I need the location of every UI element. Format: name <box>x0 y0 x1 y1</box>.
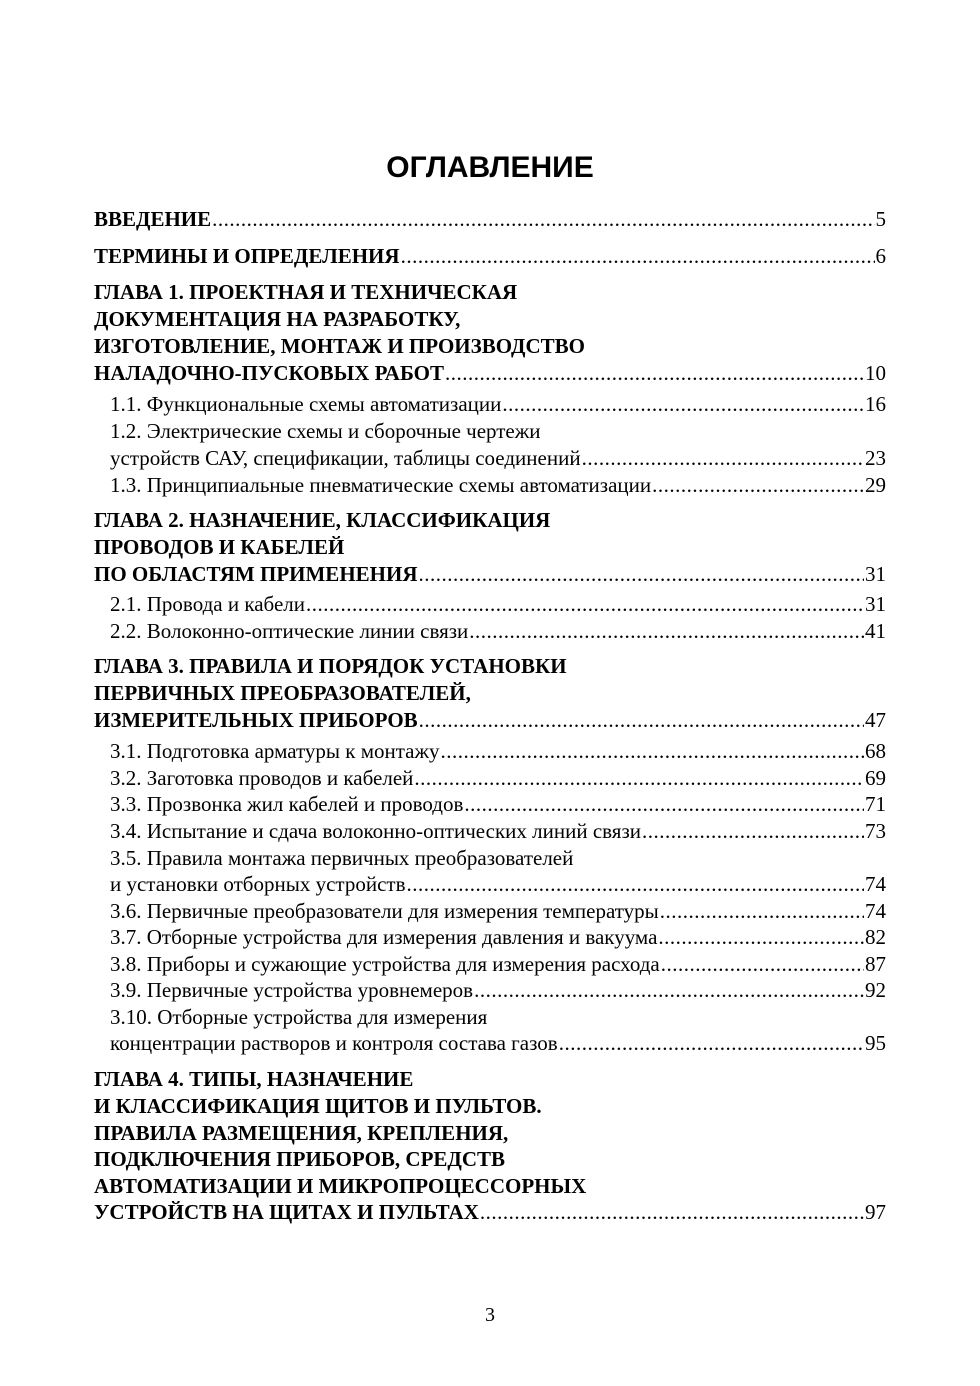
toc-page-number: 82 <box>865 925 886 949</box>
toc-page-number: 41 <box>865 619 886 643</box>
toc-entry-3-9[interactable] <box>110 977 886 1004</box>
page-title: ОГЛАВЛЕНИЕ <box>386 151 594 184</box>
toc-entry-intro[interactable] <box>94 206 886 233</box>
toc-chapter-3-line-2[interactable]: ПЕРВИЧНЫХ ПРЕОБРАЗОВАТЕЛЕЙ, <box>94 681 471 705</box>
toc-page-number: 74 <box>865 899 886 923</box>
toc-entry-3-5[interactable] <box>110 871 886 898</box>
toc-leader-dots <box>559 1030 864 1057</box>
toc-entry-title: 3.6. Первичные преобразователи для измерения температуры <box>110 899 659 923</box>
toc-chapter-2-line-2[interactable]: ПРОВОДОВ И КАБЕЛЕЙ <box>94 535 345 559</box>
toc-leader-dots <box>474 977 864 1004</box>
toc-entry-title: и установки отборных устройств <box>110 872 406 896</box>
toc-chapter-1-line-2[interactable]: ДОКУМЕНТАЦИЯ НА РАЗРАБОТКУ, <box>94 307 461 331</box>
toc-entry-3-6[interactable] <box>110 898 886 925</box>
toc-page-number: 29 <box>865 473 886 497</box>
toc-page-number: 69 <box>865 766 886 790</box>
toc-entry-1-2-line-1[interactable]: 1.2. Электрические схемы и сборочные чертежи <box>110 419 541 443</box>
toc-page-number: 31 <box>865 562 886 586</box>
toc-page-number: 6 <box>875 244 886 268</box>
toc-entry-1-2[interactable] <box>110 445 886 472</box>
toc-entry-3-10-line-1[interactable]: 3.10. Отборные устройства для измерения <box>110 1005 488 1029</box>
toc-chapter-4-line-2[interactable]: И КЛАССИФИКАЦИЯ ЩИТОВ И ПУЛЬТОВ. <box>94 1094 542 1118</box>
toc-chapter-1-line-3[interactable]: ИЗГОТОВЛЕНИЕ, МОНТАЖ И ПРОИЗВОДСТВО <box>94 334 585 358</box>
toc-leader-dots <box>306 591 864 618</box>
toc-page-number: 47 <box>865 708 886 732</box>
toc-entry-chapter-2[interactable] <box>94 561 886 588</box>
toc-leader-dots <box>658 924 864 951</box>
toc-entry-title: 3.8. Приборы и сужающие устройства для измерения расхода <box>110 952 660 976</box>
toc-entry-title: 1.1. Функциональные схемы автоматизации <box>110 392 502 416</box>
toc-leader-dots <box>445 360 864 387</box>
toc-chapter-2-line-1[interactable]: ГЛАВА 2. НАЗНАЧЕНИЕ, КЛАССИФИКАЦИЯ <box>94 508 551 532</box>
toc-entry-chapter-3[interactable] <box>94 707 886 734</box>
toc-entry-3-4[interactable] <box>110 818 886 845</box>
toc-leader-dots <box>414 765 864 792</box>
toc-page-number: 16 <box>865 392 886 416</box>
toc-page-number: 87 <box>865 952 886 976</box>
toc-chapter-1-line-1[interactable]: ГЛАВА 1. ПРОЕКТНАЯ И ТЕХНИЧЕСКАЯ <box>94 280 518 304</box>
toc-entry-title: ВВЕДЕНИЕ <box>94 207 212 231</box>
page-number: 3 <box>485 1304 495 1326</box>
toc-page-number: 74 <box>865 872 886 896</box>
toc-page-number: 95 <box>865 1031 886 1055</box>
toc-entry-title: ПО ОБЛАСТЯМ ПРИМЕНЕНИЯ <box>94 562 418 586</box>
toc-entry-3-1[interactable] <box>110 738 886 765</box>
toc-chapter-4-line-4[interactable]: ПОДКЛЮЧЕНИЯ ПРИБОРОВ, СРЕДСТВ <box>94 1147 506 1171</box>
toc-entry-2-2[interactable] <box>110 618 886 645</box>
toc-page-number: 92 <box>865 978 886 1002</box>
toc-page-number: 68 <box>865 739 886 763</box>
toc-entry-title: 3.1. Подготовка арматуры к монтажу <box>110 739 440 763</box>
toc-page-number: 73 <box>865 819 886 843</box>
toc-chapter-4-line-3[interactable]: ПРАВИЛА РАЗМЕЩЕНИЯ, КРЕПЛЕНИЯ, <box>94 1121 509 1145</box>
toc-chapter-4-line-1[interactable]: ГЛАВА 4. ТИПЫ, НАЗНАЧЕНИЕ <box>94 1067 414 1091</box>
toc-entry-title: 3.2. Заготовка проводов и кабелей <box>110 766 414 790</box>
toc-entry-1-1[interactable] <box>110 391 886 418</box>
toc-entry-title: 2.2. Волоконно-оптические линии связи <box>110 619 469 643</box>
toc-entry-title: ТЕРМИНЫ И ОПРЕДЕЛЕНИЯ <box>94 244 400 268</box>
toc-leader-dots <box>464 791 864 818</box>
toc-entry-3-5-line-1[interactable]: 3.5. Правила монтажа первичных преобразователей <box>110 846 574 870</box>
toc-page-number: 97 <box>865 1200 886 1224</box>
toc-entry-3-8[interactable] <box>110 951 886 978</box>
toc-entry-title: 1.3. Принципиальные пневматические схемы автоматизации <box>110 473 652 497</box>
toc-entry-title: 2.1. Провода и кабели <box>110 592 305 616</box>
toc-leader-dots <box>401 243 875 270</box>
toc-page-number: 71 <box>865 792 886 816</box>
toc-entry-3-10[interactable] <box>110 1030 886 1057</box>
toc-chapter-3-line-1[interactable]: ГЛАВА 3. ПРАВИЛА И ПОРЯДОК УСТАНОВКИ <box>94 654 567 678</box>
toc-leader-dots <box>441 738 864 765</box>
toc-leader-dots <box>407 871 865 898</box>
toc-entry-title: ИЗМЕРИТЕЛЬНЫХ ПРИБОРОВ <box>94 708 418 732</box>
toc-leader-dots <box>212 206 874 233</box>
toc-page-number: 5 <box>875 207 886 231</box>
toc-entry-2-1[interactable] <box>110 591 886 618</box>
toc-page-number: 31 <box>865 592 886 616</box>
toc-leader-dots <box>419 561 865 588</box>
toc-page-number: 23 <box>865 446 886 470</box>
toc-entry-3-7[interactable] <box>110 924 886 951</box>
toc-entry-title: 3.7. Отборные устройства для измерения давления и вакуума <box>110 925 658 949</box>
toc-entry-title: НАЛАДОЧНО-ПУСКОВЫХ РАБОТ <box>94 361 445 385</box>
toc-leader-dots <box>661 951 864 978</box>
toc-chapter-4-line-5[interactable]: АВТОМАТИЗАЦИИ И МИКРОПРОЦЕССОРНЫХ <box>94 1174 587 1198</box>
toc-entry-title: УСТРОЙСТВ НА ЩИТАХ И ПУЛЬТАХ <box>94 1200 479 1224</box>
toc-leader-dots <box>480 1199 864 1226</box>
toc-leader-dots <box>642 818 864 845</box>
toc-entry-title: 3.3. Прозвонка жил кабелей и проводов <box>110 792 464 816</box>
toc-leader-dots <box>582 445 864 472</box>
toc-entry-chapter-1[interactable] <box>94 360 886 387</box>
toc-entry-3-3[interactable] <box>110 791 886 818</box>
toc-leader-dots <box>469 618 864 645</box>
toc-entry-chapter-4[interactable] <box>94 1199 886 1226</box>
toc-leader-dots <box>502 391 864 418</box>
toc-page-number: 10 <box>865 361 886 385</box>
toc-entry-title: 3.9. Первичные устройства уровнемеров <box>110 978 474 1002</box>
toc-leader-dots <box>660 898 864 925</box>
toc-entry-title: 3.4. Испытание и сдача волоконно-оптических линий связи <box>110 819 641 843</box>
toc-entry-1-3[interactable] <box>110 472 886 499</box>
toc-entry-3-2[interactable] <box>110 765 886 792</box>
toc-entry-title: устройств САУ, спецификации, таблицы соединений <box>110 446 581 470</box>
toc-leader-dots <box>419 707 864 734</box>
toc-leader-dots <box>652 472 864 499</box>
toc-entry-title: концентрации растворов и контроля состава газов <box>110 1031 558 1055</box>
toc-entry-terms[interactable] <box>94 243 886 270</box>
